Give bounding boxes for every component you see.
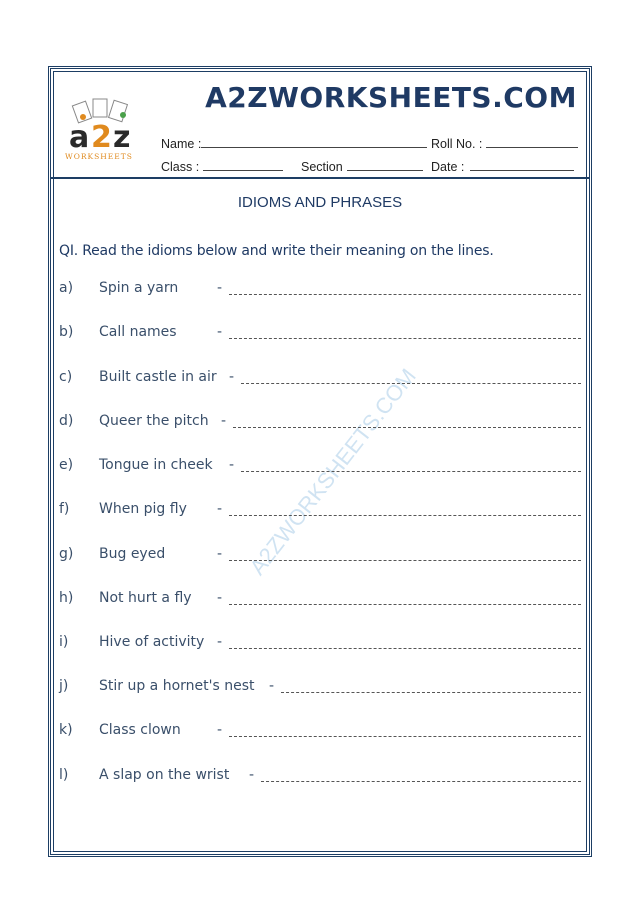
- idiom-item: [59, 546, 581, 566]
- answer-line[interactable]: [229, 294, 581, 295]
- watermark: A2ZWORKSHEETS.COM: [244, 363, 421, 580]
- idiom-item: [59, 413, 581, 433]
- idiom-item: [59, 369, 581, 389]
- class-line[interactable]: [203, 159, 283, 171]
- worksheet-title: IDIOMS AND PHRASES: [237, 194, 403, 211]
- idiom-phrase: Queer the pitch: [99, 413, 209, 429]
- dash-separator: -: [217, 324, 223, 340]
- class-field[interactable]: [161, 156, 283, 175]
- header-divider: [51, 177, 589, 179]
- idiom-phrase: Spin a yarn: [99, 280, 179, 296]
- answer-line[interactable]: [229, 648, 581, 649]
- idiom-phrase: When pig fly: [99, 501, 187, 517]
- svg-text:z: z: [113, 120, 131, 155]
- idiom-item: [59, 501, 581, 521]
- dash-separator: -: [217, 590, 223, 606]
- dash-separator: -: [217, 546, 223, 562]
- dash-separator: -: [217, 634, 223, 650]
- idiom-item: [59, 590, 581, 610]
- dash-separator: -: [229, 369, 235, 385]
- idiom-item: [59, 722, 581, 742]
- item-letter: h): [59, 590, 74, 606]
- item-letter: k): [59, 722, 73, 738]
- idiom-phrase: Not hurt a fly: [99, 590, 192, 606]
- class-label: Class :: [161, 160, 200, 174]
- svg-text:2: 2: [91, 120, 112, 155]
- date-line[interactable]: [470, 159, 574, 171]
- idiom-phrase: Bug eyed: [99, 546, 166, 562]
- idiom-phrase: Class clown: [99, 722, 181, 738]
- name-label: Name :: [161, 137, 202, 151]
- answer-line[interactable]: [241, 471, 581, 472]
- site-title: A2ZWORKSHEETS.COM: [205, 81, 577, 114]
- answer-line[interactable]: [229, 604, 581, 605]
- item-letter: e): [59, 457, 74, 473]
- dash-separator: -: [221, 413, 227, 429]
- idiom-phrase: Call names: [99, 324, 177, 340]
- answer-line[interactable]: [261, 781, 581, 782]
- idiom-phrase: Hive of activity: [99, 634, 205, 650]
- idiom-item: [59, 280, 581, 300]
- dash-separator: -: [249, 767, 255, 783]
- question-instruction: QI. Read the idioms below and write their meaning on the lines.: [59, 243, 494, 259]
- logo-graphic: [63, 97, 145, 163]
- worksheet-frame: [48, 66, 592, 857]
- item-letter: l): [59, 767, 69, 783]
- item-letter: a): [59, 280, 74, 296]
- name-field[interactable]: [161, 133, 427, 152]
- answer-line[interactable]: [233, 427, 581, 428]
- date-field[interactable]: [431, 156, 574, 175]
- idiom-phrase: Built castle in air: [99, 369, 217, 385]
- item-letter: b): [59, 324, 74, 340]
- item-letter: c): [59, 369, 73, 385]
- name-line[interactable]: [201, 136, 427, 148]
- dash-separator: -: [217, 722, 223, 738]
- roll-field[interactable]: [431, 133, 578, 152]
- dash-separator: -: [269, 678, 275, 694]
- logo-subtext: WORKSHEETS: [65, 152, 133, 161]
- idiom-phrase: Stir up a hornet's nest: [99, 678, 255, 694]
- section-label: Section: [301, 160, 343, 174]
- section-field[interactable]: [301, 156, 423, 175]
- roll-line[interactable]: [486, 136, 578, 148]
- section-line[interactable]: [347, 159, 423, 171]
- answer-line[interactable]: [229, 515, 581, 516]
- item-letter: f): [59, 501, 70, 517]
- answer-line[interactable]: [229, 736, 581, 737]
- idiom-item: [59, 457, 581, 477]
- dash-separator: -: [217, 501, 223, 517]
- svg-text:a: a: [69, 120, 90, 155]
- date-label: Date :: [431, 160, 465, 174]
- answer-line[interactable]: [281, 692, 581, 693]
- answer-line[interactable]: [229, 560, 581, 561]
- item-letter: i): [59, 634, 69, 650]
- idiom-item: [59, 767, 581, 787]
- idiom-item: [59, 634, 581, 654]
- idiom-phrase: Tongue in cheek: [99, 457, 213, 473]
- item-letter: g): [59, 546, 74, 562]
- dash-separator: -: [229, 457, 235, 473]
- answer-line[interactable]: [241, 383, 581, 384]
- answer-line[interactable]: [229, 338, 581, 339]
- roll-label: Roll No. :: [431, 137, 483, 151]
- a2z-logo: [63, 97, 145, 163]
- idiom-item: [59, 324, 581, 344]
- idiom-item: [59, 678, 581, 698]
- item-letter: d): [59, 413, 74, 429]
- item-letter: j): [59, 678, 69, 694]
- dash-separator: -: [217, 280, 223, 296]
- idiom-phrase: A slap on the wrist: [99, 767, 230, 783]
